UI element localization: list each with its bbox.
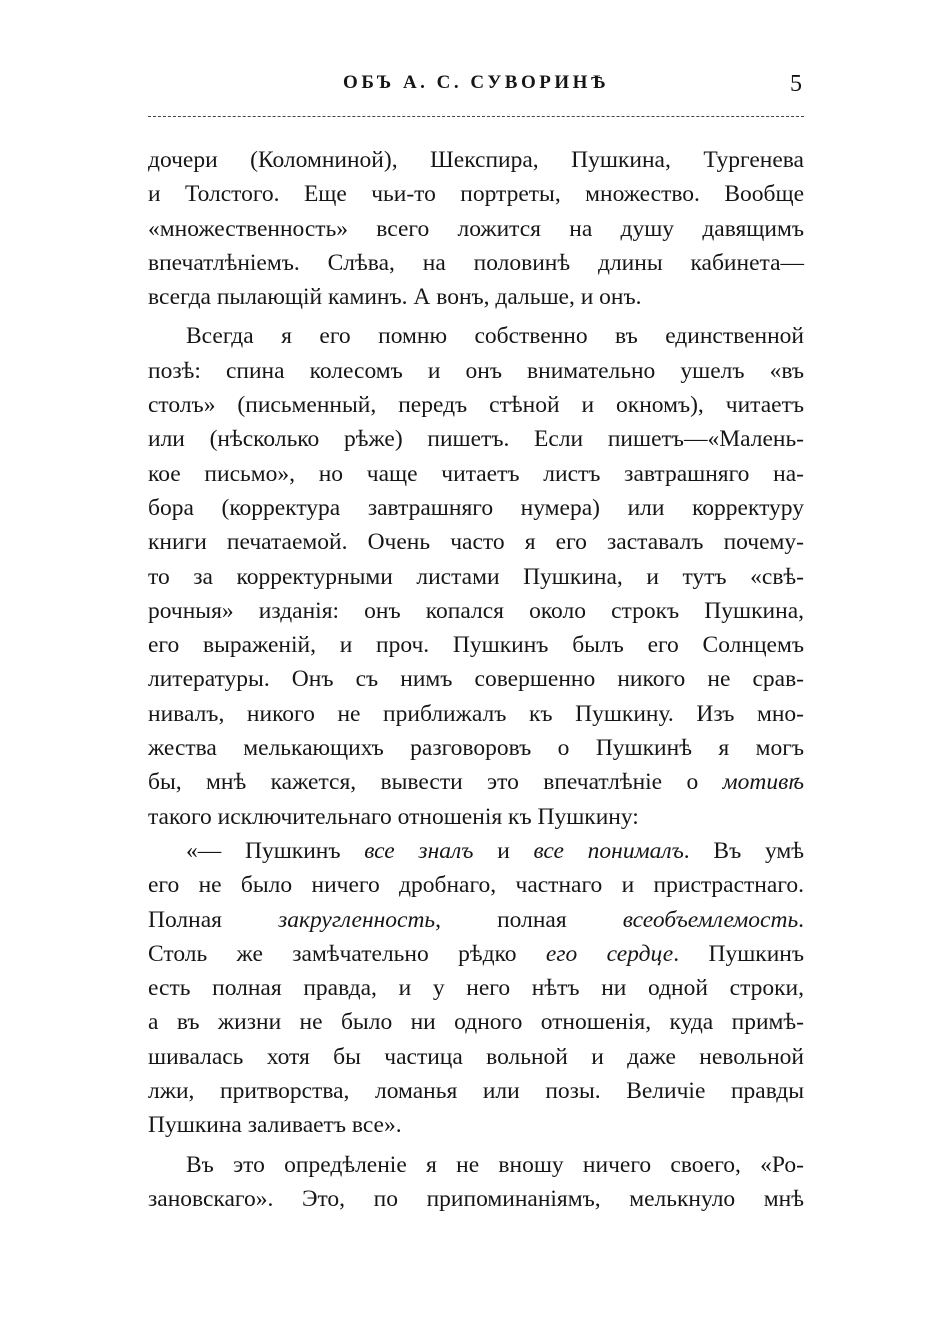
italic-phrase: все зналъ — [364, 837, 474, 864]
text-line-mixed — [148, 765, 804, 799]
italic-phrase: его сердце — [545, 940, 674, 967]
text-line: «множественность» всего ложится на душу давящимъ — [148, 215, 804, 242]
text-line: кое письмо», но чаще читаетъ листъ завтрашняго на- — [148, 460, 804, 487]
text-line: жества мелькающихъ разговоровъ о Пушкинѣ я могъ — [148, 735, 804, 762]
text-segment: . Въ умѣ — [683, 837, 805, 864]
text-segment: , полная — [435, 906, 567, 933]
text-line: книги печатаемой. Очень часто я его заставалъ почему- — [148, 529, 804, 556]
text-line: столъ» (письменный, передъ стѣной и окномъ), читаетъ — [148, 392, 804, 419]
running-head: ОБЪ А. С. СУВОРИНѢ — [343, 72, 609, 93]
text-line: и Толстого. Еще чьи-то портреты, множество. Вообще — [148, 181, 804, 208]
text-line: дочери (Коломниной), Шекспира, Пушкина, Тургенева — [148, 147, 804, 173]
text-segment: . — [798, 906, 805, 933]
italic-phrase: все понималъ — [533, 837, 684, 864]
italic-word: всеобъемлемость — [622, 906, 799, 933]
body-text — [148, 143, 804, 1216]
text-line: Въ это опредѣленіе я не вношу ничего своего, «Ро- — [186, 1151, 804, 1178]
text-segment: «— Пушкинъ — [186, 837, 341, 864]
text-line: то за корректурными листами Пушкина, и тутъ «свѣ- — [148, 563, 804, 590]
text-line: его выраженій, и проч. Пушкинъ былъ его Солнцемъ — [148, 632, 804, 659]
quote-line — [148, 903, 804, 937]
quote-line: а въ жизни не было ни одного отношенія, куда примѣ- — [148, 1009, 804, 1036]
quote-line: есть полная правда, и у него нѣтъ ни одной строки, — [148, 975, 804, 1002]
text-segment: . Пушкинъ — [673, 940, 805, 967]
text-line: или (нѣсколько рѣже) пишетъ. Если пишетъ—«Малень- — [148, 426, 804, 453]
text-segment: бы, мнѣ кажется, вывести это впечатлѣніе о — [148, 769, 699, 796]
text-line: зановскаго». Это, по припоминаніямъ, мелькнуло мнѣ — [148, 1185, 804, 1212]
quote-line: шивалась хотя бы частица вольной и даже невольной — [148, 1043, 804, 1070]
italic-word: мотивѣ — [722, 769, 805, 796]
text-line: такого исключительнаго отношенія къ Пушкину: — [148, 803, 639, 830]
quote-line — [148, 834, 804, 868]
italic-word: закругленность — [278, 906, 436, 933]
page-header — [148, 72, 804, 106]
text-line: рочныя» изданія: онъ копался около строкъ Пушкина, — [148, 597, 804, 624]
quote-line — [148, 937, 804, 971]
text-line: всегда пылающій каминъ. А вонъ, дальше, и онъ. — [148, 284, 642, 311]
quote-line: его не было ничего дробнаго, частнаго и пристрастнаго. — [148, 872, 804, 899]
quote-line: лжи, притворства, ломанья или позы. Величіе правды — [148, 1078, 804, 1105]
text-line: Всегда я его помню собственно въ единственной — [186, 323, 804, 350]
text-line: бора (корректура завтрашняго нумера) или корректуру — [148, 494, 804, 521]
text-segment: Полная — [148, 906, 222, 933]
text-line: нивалъ, никого не приближалъ къ Пушкину. Изъ мно- — [148, 700, 804, 727]
quote-line: Пушкина заливаетъ все». — [148, 1112, 402, 1139]
text-segment: Столь же замѣчательно рѣдко — [148, 940, 517, 967]
text-line: впечатлѣніемъ. Слѣва, на половинѣ длины кабинета— — [148, 249, 804, 276]
text-line: литературы. Онъ съ нимъ совершенно никого не срав- — [148, 666, 804, 693]
text-segment: и — [497, 837, 510, 864]
text-line: позѣ: спина колесомъ и онъ внимательно ушелъ «въ — [148, 357, 804, 384]
page-number: 5 — [790, 71, 802, 97]
header-rule — [148, 116, 804, 117]
